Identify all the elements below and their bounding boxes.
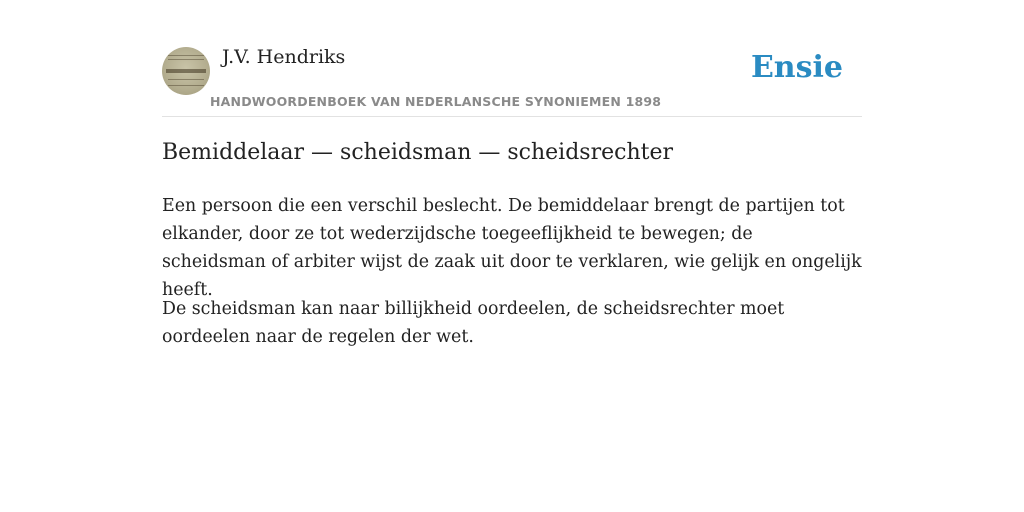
source-title[interactable]: HANDWOORDENBOEK VAN NEDERLANSCHE SYNONIEMEN 1898 — [210, 94, 662, 109]
card — [162, 0, 862, 347]
entry-title: Bemiddelaar — scheidsman — scheidsrechter — [162, 140, 673, 165]
brand-logo[interactable]: Ensie — [750, 50, 843, 85]
book-cover-icon[interactable] — [162, 47, 210, 95]
entry-paragraph-1: Een persoon die een verschil beslecht. De bemiddelaar brengt de partijen tot elkander, door ze tot wederzijdsche toegeeflijkheid te bewegen; de scheidsman of arbiter wijst de zaak uit door te verklaren, wie gelijk en ongelijk heeft. — [162, 196, 862, 300]
author-name[interactable]: J.V. Hendriks — [222, 46, 346, 68]
entry-paragraph-2: De scheidsman kan naar billijkheid oordeelen, de scheidsrechter moet oordeelen naar de regelen der wet. — [162, 299, 785, 347]
header — [162, 0, 862, 117]
